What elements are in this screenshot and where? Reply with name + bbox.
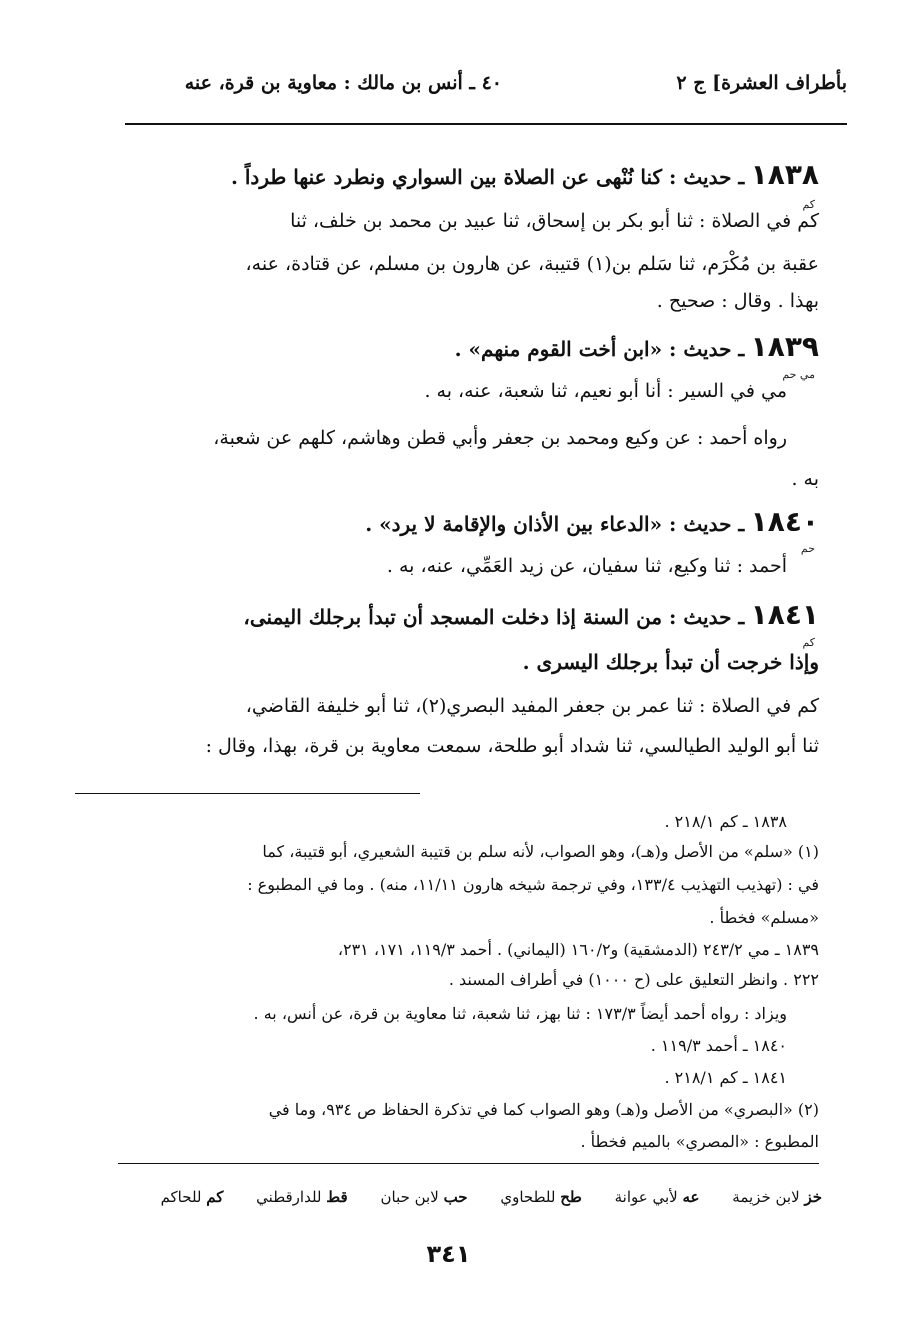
abbreviations-rule: [118, 1163, 819, 1164]
footnote-line: ١٨٤٠ ـ أحمد ١١٩/٣ .: [650, 1036, 787, 1055]
footnote-line: ١٨٤١ ـ كم ٢١٨/١ .: [664, 1068, 787, 1087]
hadith-heading-1838: [231, 158, 819, 191]
hadith-heading-continuation: [523, 650, 819, 674]
footnote-line: (٢) «البصري» من الأصل و(هـ) وهو الصواب كما في تذكرة الحفاظ ص ٩٣٤، وما في: [268, 1100, 819, 1119]
hadith-heading-text: ـ حديث : «الدعاء بين الأذان والإقامة لا يرد» .: [365, 512, 745, 536]
text-line: ثنا أبو الوليد الطيالسي، ثنا شداد أبو طلحة، سمعت معاوية بن قرة، بهذا، وقال :: [205, 735, 819, 757]
source-siglum: كم: [802, 636, 815, 649]
hadith-heading-text: ـ حديث : من السنة إذا دخلت المسجد أن تبدأ برجلك اليمنى،: [243, 605, 745, 629]
hadith-heading-text: وإذا خرجت أن تبدأ برجلك اليسرى .: [522, 650, 819, 674]
footnote-line: (١) «سلم» من الأصل و(هـ)، وهو الصواب، لأنه سلم بن قتيبة الشعيري، أبو قتيبة، كما: [262, 842, 819, 861]
text-line: كم في الصلاة : ثنا عمر بن جعفر المفيد البصري(٢)، ثنا أبو خليفة القاضي،: [245, 695, 819, 717]
text-line: به .: [791, 468, 819, 490]
hadith-number: ١٨٣٨: [750, 158, 819, 191]
footnote-line: «مسلم» فخطأ .: [709, 908, 819, 927]
abbreviation-item: خز لابن خزيمة: [732, 1188, 822, 1206]
abbreviations-legend: [133, 1188, 822, 1206]
text-line: كم في الصلاة : ثنا أبو بكر بن إسحاق، ثنا عبيد بن محمد بن خلف، ثنا: [290, 210, 819, 232]
hadith-heading-text: ـ حديث : كنا نُنْهى عن الصلاة بين السواري ونطرد عنها طرداً .: [230, 165, 745, 189]
footnote-line: ١٨٣٨ ـ كم ٢١٨/١ .: [664, 812, 787, 831]
text-line: بهذا . وقال : صحيح .: [656, 290, 819, 312]
abbreviation-item: عه لأبي عوانة: [614, 1188, 700, 1206]
footnote-line: في : (تهذيب التهذيب ١٣٣/٤، وفي ترجمة شيخه هارون ١١/١١، منه) . وما في المطبوع :: [247, 875, 819, 894]
header-rule: [125, 123, 847, 125]
running-header-book-title: بأطراف العشرة] ج ٢: [676, 72, 847, 94]
footnote-rule: [75, 793, 420, 794]
hadith-heading-1840: [365, 505, 819, 538]
source-siglum: كم: [802, 198, 815, 211]
source-siglum: مي حم: [782, 368, 815, 381]
text-line: عقبة بن مُكْرَم، ثنا سَلم بن(١) قتيبة، عن هارون بن مسلم، عن قتادة، عنه،: [245, 253, 819, 275]
hadith-number: ١٨٤١: [750, 598, 819, 631]
text-line: مي في السير : أنا أبو نعيم، ثنا شعبة، عنه، به .: [424, 380, 787, 402]
abbreviation-item: طح للطحاوي: [500, 1188, 582, 1206]
text-line: رواه أحمد : عن وكيع ومحمد بن جعفر وأبي قطن وهاشم، كلهم عن شعبة،: [213, 427, 787, 449]
abbreviation-item: قط للدارقطني: [256, 1188, 348, 1206]
footnote-line: ١٨٣٩ ـ مي ٢٤٣/٢ (الدمشقية) و١٦٠/٢ (اليماني) . أحمد ١١٩/٣، ١٧١، ٢٣١،: [337, 940, 819, 959]
hadith-heading-text: ـ حديث : «ابن أخت القوم منهم» .: [454, 337, 745, 361]
page-number: ٣٤١: [426, 1240, 471, 1268]
abbreviation-item: حب لابن حبان: [380, 1188, 468, 1206]
hadith-heading-1841: [243, 598, 819, 631]
abbreviation-item: كم للحاكم: [160, 1188, 224, 1206]
hadith-number: ١٨٣٩: [750, 330, 819, 363]
hadith-number: ١٨٤٠: [750, 505, 819, 538]
text-line: أحمد : ثنا وكيع، ثنا سفيان، عن زيد العَمِّي، عنه، به .: [386, 555, 787, 577]
footnote-line: المطبوع : «المصري» بالميم فخطأ .: [580, 1132, 819, 1151]
running-header-chapter: ٤٠ ـ أنس بن مالك : معاوية بن قرة، عنه: [184, 72, 502, 94]
source-siglum: حم: [800, 542, 815, 555]
footnote-line: ويزاد : رواه أحمد أيضاً ١٧٣/٣ : ثنا بهز، ثنا شعبة، ثنا معاوية بن قرة، عن أنس، به .: [253, 1004, 787, 1023]
hadith-heading-1839: [455, 330, 819, 363]
footnote-line: ٢٢٢ . وانظر التعليق على (ح ١٠٠٠) في أطراف المسند .: [448, 970, 819, 989]
